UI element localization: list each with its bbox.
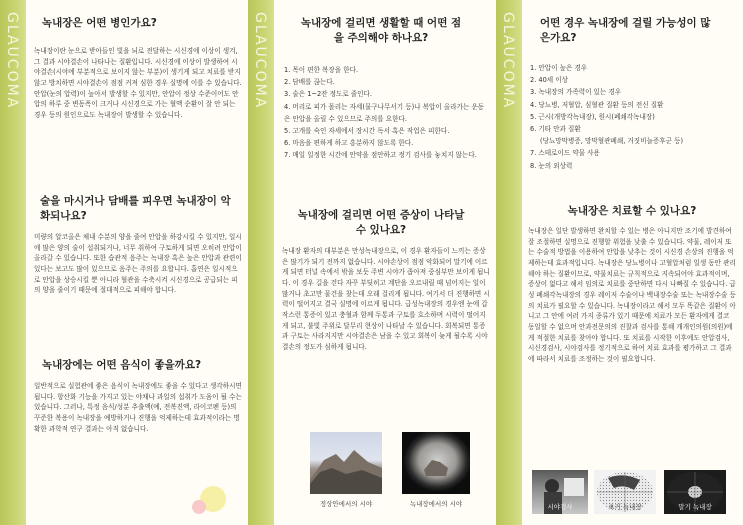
paragraph-treatment: 녹내장은 일단 발생하면 완치할 수 있는 병은 아니지만 조기에 발견하여 잘 조절하면 실명으로 진행할 위험을 낮출 수 있습니다. 약물, 레이저 또는 수술적 방법을 이용하여 안압을 낮추는 것이 시신경 손상의 진행을 억제하는데 효과적입니다. 녹내장은 당뇨병이나 고혈압처럼 일생 동안 관리해야 하는 질환이므로, 약물치료는 규칙적으로 지속되어야 효과적이며, 증상이 없다고 해서 임의로 치료를 중단하면 다시 나빠질 수 있습니다. 급성 폐쇄각녹내장의 경우 레이저 수술이나 백내장수술 또는 녹내장수술 등의 치료가 필요할 수 있습니다. 녹내장이라고 해서 모두 똑같은 질환이 아니고 그 안에 여러 가지 종류가 있기 때문에 치료가 모든 환자에게 결코 동일할 수 없으며 안과전문의의 진찰과 검사를 통해 개개인의원(의원)에게 적절한 치료를 찾아야 합니다. 또 치료를 시작한 이후에도 안압검사, 시신경검사, 시야검사를 정기적으로 하여 치료 효과를 평가하고 그 결과에 따라서 치료를 조정하는 것이 필요합니다.	[528, 227, 736, 364]
heading-daily-precautions: 녹내장에 걸리면 생활할 때 어떤 점을 주의해야 하나요?	[300, 17, 462, 45]
panel-3	[496, 0, 743, 525]
list-item: 5. 고개를 숙인 자세에서 장시간 독서 혹은 작업은 피한다.	[284, 126, 450, 135]
list-item: 6. 기타 안과 질환	[530, 124, 581, 133]
list-item: 1. 목이 편한 복장을 한다.	[284, 66, 359, 74]
precautions-list	[284, 64, 488, 162]
paragraph-what-is-glaucoma: 녹내장이란 눈으로 받아들인 빛을 뇌로 전달하는 시신경에 이상이 생겨, 그 결과 시야결손이 나타나는 질환입니다. 시신경에 이상이 발생하여 시야결손(시야에 부분적으로 보이지 않는 부분)이 생기게 되고 치료를 받지 않고 방치하면 시야결손이 점점 커져 심한 경우 실명에 이를 수 있습니다. 안압(눈의 압력)이 높아서 발생할 수 있지만, 안압이 정상 수준이어도 안압의 하루 중 변동폭이 크거나 시신경으로 가는 혈액 순환이 잘 안 되는 경우 등의 원인으로도 녹내장이 발생할 수 있습니다.	[34, 47, 242, 120]
paragraph-alcohol-smoking: 미량의 알코올은 체내 수분의 양을 줄여 안압을 하강시킬 수 있지만, 일시에 많은 양의 술이 섭취되거나, 너무 취하여 구토하게 되면 오히려 안압이 올라갈 수 있습니다. 또한 습관적 음주는 녹내장 혹은 높은 안압과 관련이 있다는 보고도 많이 있으므로 음주는 주의를 요합니다. 흡연은 일시적으로 안압을 상승시킬 뿐 아니라 혈관을 수축시켜 시신경으로 공급되는 피의 양을 줄이기 때문에 절대적으로 피해야 합니다.	[34, 233, 242, 295]
list-item: 2. 담배를 끊는다.	[284, 78, 335, 87]
caption-normal-vision: 정상안에서의 시야	[319, 500, 373, 508]
side-label: GLAUCOMA	[500, 12, 516, 110]
heading-treatment: 녹내장은 치료할 수 있나요?	[567, 205, 697, 217]
panel-page	[26, 0, 248, 525]
caption-glaucoma-vision: 녹내장에서의 시야	[409, 500, 463, 508]
paragraph-good-food: 일반적으로 실험관에 좋은 음식이 녹내장에도 좋을 수 있다고 생각하시면 됩니다. 항산화 기능을 가지고 있는 야채나 과일의 섭취가 도움이 될 수는 있습니다. 그러나, 특정 음식/성분 추출액(예, 전복진액, 라이코펜 등)의 꾸준한 복용이 녹내장을 예방하거나 진행을 억제하는데 효과적이라는 명확한 과학적 연구 결과는 아직 없습니다.	[34, 382, 242, 433]
paragraph-symptoms: 녹내장 환자의 대부분은 만성녹내장으로, 이 경우 환자들이 느끼는 증상은 많기가 되기 전까지 없습니다. 시야손상이 점점 악화되어 말기에 이르게 되면 터널 속에서 밖을 보듯 주변 시야가 좁아져 중심부만 보이게 됩니다. 이 경우 길을 걷다 자꾸 부딪히고 계단을 오르내릴 때 넘어지는 일이 많거나 초고만 물건을 찾는데 오래 걸리게 됩니다. 여기서 더 진행하면 시력이 떨어지고 결국 실명에 이르게 됩니다. 급성녹내장의 경우엔 눈에 갑작스런 통증이 있고 충혈과 함께 두통과 구토를 호소하며 시력이 떨어지게 되고, 불빛 주위로 달무리 현상이 나타날 수 있습니다. 회복되면 통증과 구토는 사라지지만 시야결손은 남을 수 있고 회복이 늦게 될수록 시야결손의 정도가 심하게 됩니다.	[282, 247, 490, 352]
list-item: 2. 40세 이상	[530, 76, 568, 85]
caption-early-glaucoma: 초기 녹내장	[608, 503, 642, 511]
heading-alcohol-smoking: 술을 마시거나 담배를 피우면 녹내장이 악화되나요?	[40, 195, 231, 223]
heading-risk-factors: 어떤 경우 녹내장에 걸릴 가능성이 많은가요?	[540, 17, 711, 45]
list-item: 7. 매일 일정한 시간에 안약을 점안하고 정기 검사를 놓치지 않는다.	[284, 151, 477, 160]
list-item: 4. 머리로 피가 몰리는 자세(물구나무서기 등)나 복압이 올라가는 운동은 안압을 올릴 수 있으므로 주의를 요한다.	[284, 102, 485, 123]
side-band	[496, 0, 522, 525]
list-item: 5. 근시(개방각녹내장), 원시(폐쇄각녹내장)	[530, 112, 655, 121]
caption-advanced-glaucoma: 말기 녹내장	[678, 503, 712, 511]
glaucoma-vision-image	[402, 432, 470, 494]
panel-page	[274, 0, 496, 525]
panel-2	[248, 0, 496, 525]
side-band	[248, 0, 274, 525]
list-item: 8. 눈의 외상력	[530, 161, 573, 170]
side-label: GLAUCOMA	[252, 12, 268, 110]
list-item: (당뇨망막병증, 망막혈관폐쇄, 거짓비늘증후군 등)	[540, 137, 684, 146]
list-item: 1. 안압이 높은 경우	[530, 64, 588, 72]
heading-what-is-glaucoma: 녹내장은 어떤 병인가요?	[42, 17, 157, 29]
list-item: 6. 마음을 편하게 하고 흥분하지 않도록 한다.	[284, 139, 414, 148]
caption-visual-field-test: 시야검사	[547, 503, 573, 511]
list-item: 4. 당뇨병, 저혈압, 심혈관 질환 등의 전신 질환	[530, 100, 664, 109]
decorative-dot	[192, 500, 206, 514]
normal-vision-image	[310, 432, 382, 494]
side-label: GLAUCOMA	[4, 12, 20, 110]
list-item: 3. 술은 1~2잔 정도로 줄인다.	[284, 90, 373, 99]
side-band	[0, 0, 26, 525]
panel-page	[522, 0, 743, 525]
risk-factors-list	[530, 62, 736, 172]
heading-good-food: 녹내장에는 어떤 음식이 좋을까요?	[42, 359, 202, 371]
list-item: 3. 녹내장의 가족력이 있는 경우	[530, 88, 622, 97]
list-item: 7. 스테로이드 약물 사용	[530, 149, 600, 158]
panel-1	[0, 0, 248, 525]
heading-symptoms: 녹내장에 걸리면 어떤 증상이 나타날 수 있나요?	[297, 209, 465, 237]
